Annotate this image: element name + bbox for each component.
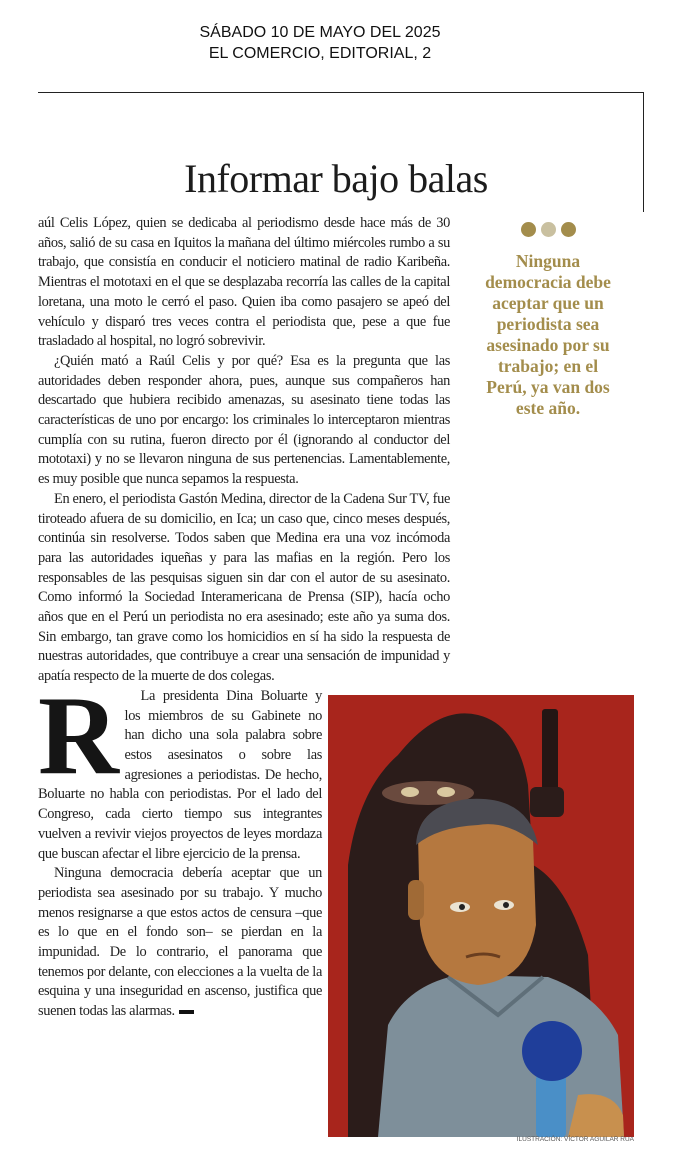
gunman-right-eye — [437, 787, 455, 797]
paragraph-1: aúl Celis López, quien se dedicaba al periodismo desde hace más de 30 años, salió de su casa en Iquitos la mañana del último miércoles rumbo a su trabajo, que consistía en conducir el noticiero matinal de radio Karibeña. Mientras el mototaxi en el que se desplazaba recorría las calles de la capital loretana, una moto le cerró el paso. Quien iba como pasajero se apeó del vehículo y disparó tres veces contra el periodista que, pese a que fue trasladado al hospital, no logró sobrevivir. — [38, 215, 450, 350]
journalist-ear — [408, 880, 424, 920]
header-date: SÁBADO 10 DE MAYO DEL 2025 — [199, 24, 441, 41]
gunman-left-eye — [401, 787, 419, 797]
ornament-dot-2 — [541, 222, 556, 237]
end-of-article-mark — [179, 1010, 194, 1014]
paragraph-3: En enero, el periodista Gastón Medina, director de la Cadena Sur TV, fue tiroteado afuera de su domicilio, en Ica; un caso que, cinco meses después, continúa sin resolverse. Todos saben que Medina era una voz incómoda para las autoridades iqueñas y para las mafias en la región. Pero los responsables de las pesquisas siguen sin dar con el autor de su asesinato. Como informó la Sociedad Interamericana de Prensa (SIP), hacía ocho años que en el Perú un periodista no era asesinado; este año ya suma dos. Sin embargo, tan grave como los homicidios en sí ha sido la respuesta de nuestras autoridades, que contribuye a crear una sensación de impunidad y apatía respecto de la muerte de dos colegas. — [38, 490, 450, 685]
pull-quote: Ninguna democracia debe aceptar que un periodista sea asesinado por su trabajo; en el Perú, ya van dos este año. — [485, 251, 611, 418]
paragraph-4: La presidenta Dina Boluarte y los miembros de su Gabinete no han dicho una sola palabra sobre estos asesinatos o sobre las agresiones a periodistas. De hecho, Boluarte no habla con periodistas. Por el lado del Congreso, cada cierto tiempo sus integrantes vuelven a revivir viejos proyectos de leyes mordaza que buscan afectar el libre ejercicio de la prensa. — [38, 687, 322, 862]
microphone-icon — [522, 1021, 582, 1081]
top-rule-divider — [38, 92, 644, 93]
header-section: EL COMERCIO, EDITORIAL, 2 — [208, 45, 432, 62]
journalist-left-pupil — [459, 904, 465, 910]
gunman-hand — [530, 787, 564, 817]
gun-barrel-icon — [542, 709, 558, 797]
ornament-dots — [478, 222, 618, 237]
illustration-journalist-and-gunman — [328, 695, 634, 1137]
paragraph-5-text: Ninguna democracia debería aceptar que un periodista sea asesinado por su trabajo. Y mucho menos resignarse a que estos actos de censura –que es lo que en el fondo son– se pierdan en la impunidad. De lo contrario, el panorama que tenemos por delante, con elecciones a la vuelta de la esquina y una inseguridad en ascenso, justifica que suenen todas las alarmas. — [38, 865, 322, 1020]
paragraph-2: ¿Quién mató a Raúl Celis y por qué? Esa es la pregunta que las autoridades deben responder ahora, pues, aunque sus compañeros han descartado que hubiera recibido amenazas, su asesinato tiene todas las características de uno por encargo: los criminales lo interceptaron mientras cumplía con su rutina, fueron directo por él (ignorando al conductor del mototaxi) y no se llevaron ninguna de sus pertenencias. Lamentablemente, es muy posible que nunca sepamos la respuesta. — [38, 352, 450, 488]
ornament-dot-3 — [561, 222, 576, 237]
drop-cap: R — [38, 674, 119, 798]
pull-quote-box — [478, 222, 618, 419]
ornament-dot-1 — [521, 222, 536, 237]
editorial-title: Informar bajo balas — [184, 155, 488, 201]
microphone-handle — [536, 1075, 566, 1137]
journalist-right-pupil — [503, 902, 509, 908]
illustration-credit: ILUSTRACIÓN: VÍCTOR AGUILAR RÚA — [516, 1136, 634, 1143]
page-header — [0, 22, 640, 64]
